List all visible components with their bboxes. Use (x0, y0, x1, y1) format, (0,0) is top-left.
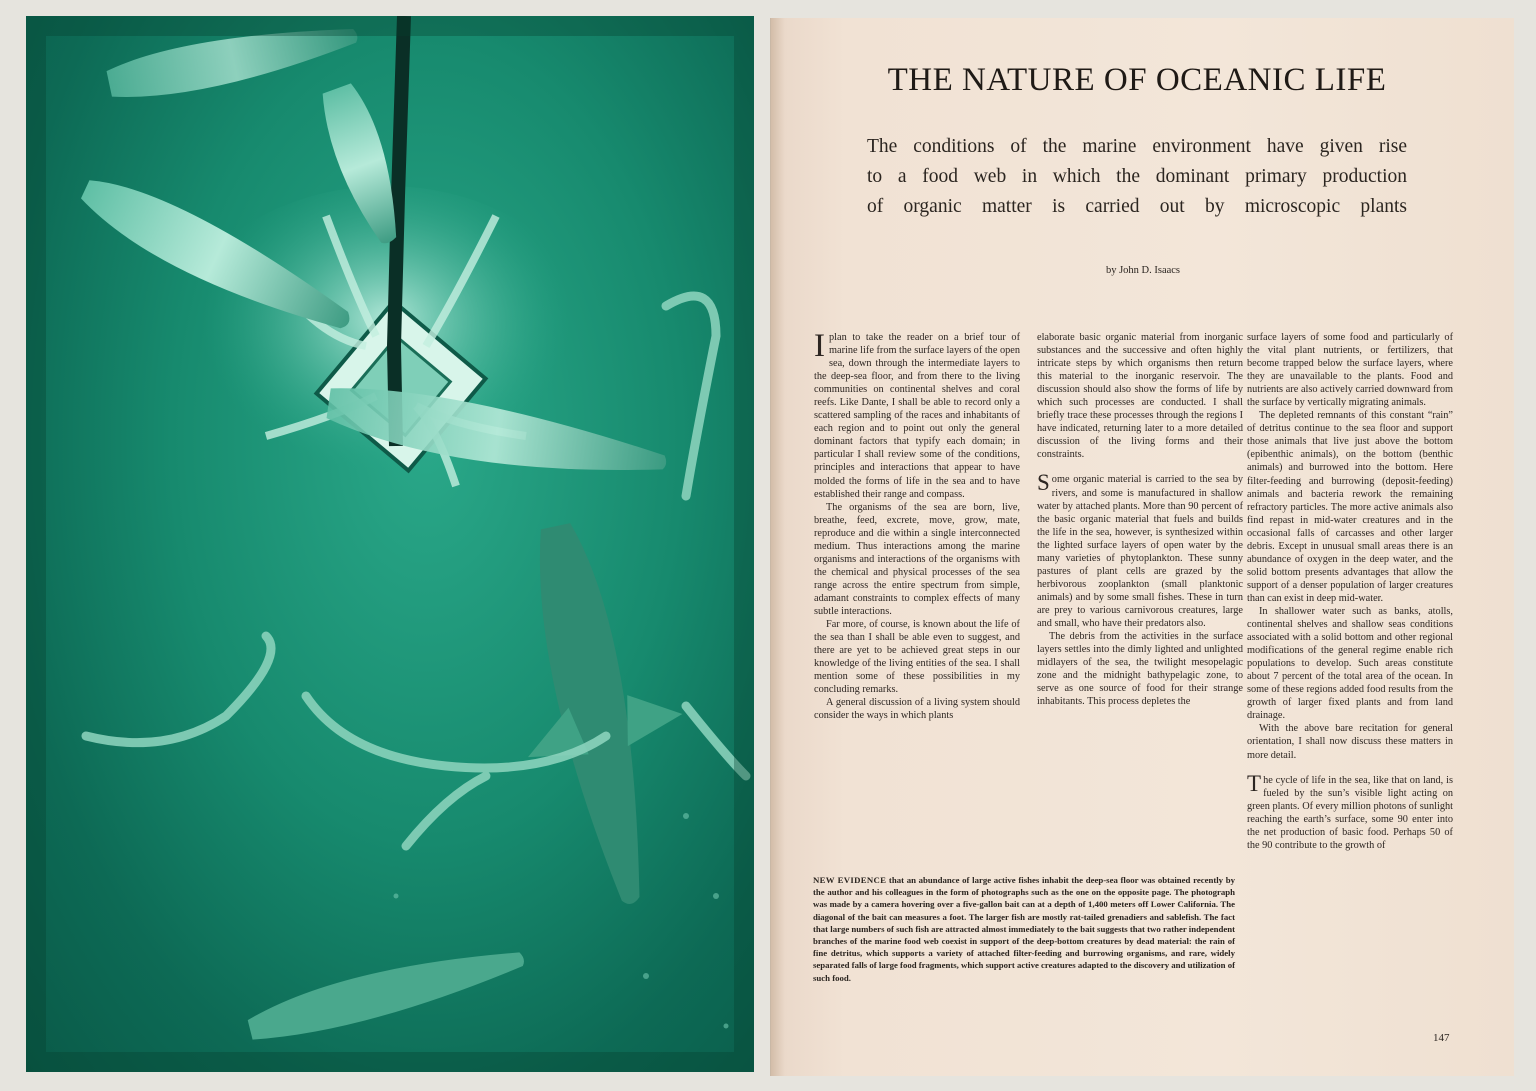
text-column-1 (814, 328, 1020, 722)
paragraph: elaborate basic organic material from inorganic substances and the successive and often highly intricate steps by which organisms then return this material to the inorganic reservoir. The discussion should also show the forms of life by which such processes are conducted. I shall briefly trace these processes through the regions I have indicated, returning later to a more detailed discussion of the living forms and their constraints. (1037, 332, 1243, 461)
subtitle-line: The conditions of the marine environment have given rise (867, 136, 1407, 157)
paragraph: In shallower water such as banks, atolls, continental shelves and shallow seas conditions associated with a solid bottom and other regional modifications of the general regime enable rich populations to develop. Such areas constitute about 7 percent of the total area of the ocean. In some of these regions added food results from the growth of larger fixed plants and from land drainage. (1247, 605, 1453, 722)
text-column-2 (1037, 331, 1243, 708)
drop-cap: I (814, 328, 825, 364)
paragraph: With the above bare recitation for general orientation, I shall now discuss these matters in more detail. (1247, 723, 1453, 761)
byline: by John D. Isaacs (1105, 265, 1181, 276)
drop-cap: T (1247, 770, 1262, 796)
paragraph: The organisms of the sea are born, live, breathe, feed, excrete, move, grow, mate, reproduce and die within a single interconnected medium. Thus interactions among the marine organisms and interactions of the organisms with the chemical and physical processes of the sea range across the entire spectrum from simple, adamant constraints to complex effects of many subtle interactions. (814, 501, 1020, 617)
sablefish (482, 509, 719, 919)
subtitle-line: of organic matter is carried out by microscopic plants (867, 196, 1407, 217)
article-title: THE NATURE OF OCEANIC LIFE (887, 62, 1387, 98)
drop-cap: S (1037, 470, 1050, 496)
page-edge-shade (771, 18, 785, 1076)
article-page (770, 18, 1514, 1076)
fish-bottom (244, 937, 529, 1048)
paragraph: Some organic material is carried to the sea by rivers, and some is manufactured in shallow water by attached plants. More than 90 percent of the basic organic material that fuels and builds the life in the sea, however, is synthesized within the lighted surface layers of open water by the many varieties of phytoplankton. These sunny pastures of plant cells are grazed by the herbivorous zooplankton (small planktonic animals) and by some small fishes. These in turn are prey to various carnivorous creatures, large and small, who have their predators also. (1037, 470, 1243, 629)
caption-lead: NEW EVIDENCE (813, 875, 887, 885)
caption-text: that an abundance of large active fishes inhabit the deep-sea floor was obtained recently by the author and his colleagues in the form of photographs such as the one on the opposite page. The photograph was made by a camera hovering over a five-gallon bait can at a depth of 1,400 meters off Lower California. The diagonal of the bait can measures a foot. The larger fish are mostly rat-tailed grenadiers and sablefish. The fact that large numbers of such fish are attracted almost immediately to the bait suggests that two rather independent branches of the marine food web coexist in support of the deep-bottom creatures by dead material: the rain of fine detritus, which supports a variety of attached filter-feeding and burrowing organisms, and rare, widely separated falls of large food fragments, which support active creatures adapted to the discovery and utilization of such food. (813, 875, 1235, 983)
deep-sea-fish-photo (26, 16, 754, 1072)
paragraph: Far more, of course, is known about the life of the sea than I shall be able even to suggest, and there are yet to be achieved great steps in our knowledge of the living entities of the sea. I shall mention some of these possibilities in my concluding remarks. (814, 619, 1020, 696)
photo-page (26, 16, 754, 1072)
article-subtitle (867, 132, 1407, 222)
paragraph: surface layers of some food and particularly of the vital plant nutrients, or fertilizers, that become trapped below the surface layers, where they are unavailable to the plants. Food and nutrients are also actively carried downward from the surface by vertically migrating animals. (1247, 332, 1453, 409)
paragraph: The debris from the activities in the surface layers settles into the dimly lighted and unlighted midlayers of the sea, the twilight mesopelagic zone and the midnight bathypelagic zone, to serve as one source of food for their strange inhabitants. This process depletes the (1037, 631, 1243, 708)
photo-caption (813, 874, 1235, 984)
page-number: 147 (1433, 1032, 1450, 1044)
text-column-3 (1247, 331, 1453, 852)
paragraph: A general discussion of a living system should consider the ways in which plants (814, 697, 1020, 722)
paragraph: The cycle of life in the sea, like that on land, is fueled by the sun’s visible light acting on green plants. Of every million photons of sunlight reaching the earth’s surface, some 90 enter into the net production of basic food. Perhaps 50 of the 90 contribute to the growth of (1247, 770, 1453, 851)
paragraph: Iplan to take the reader on a brief tour of marine life from the surface layers of the open sea, down through the intermediate layers to the deep-sea floor, and from there to the living communities on continental shelves and coral reefs. Like Dante, I shall be able to record only a scattered sampling of the races and inhabitants of each region and to point out only the general dominant factors that typify each domain; in particular I shall review some of the conditions, principles and interactions that appear to have molded the forms of life in the sea and to have established their range and compass. (814, 328, 1020, 500)
subtitle-line: to a food web in which the dominant primary production (867, 166, 1407, 187)
paragraph: The depleted remnants of this constant “rain” of detritus continue to the sea floor and support those animals that live just above the bottom (epibenthic animals), on the bottom (benthic animals) and burrowed into the bottom. Here filter-feeding and burrowing (deposit-feeding) animals and bacteria rework the remaining refractory particles. The more active animals also find repast in mid-water creatures and in the occasional falls of carcasses and other larger debris. Except in unusual small areas there is an abundance of oxygen in the deep water, and the solid bottom presents advantages that allow the support of a denser population of larger creatures than can exist in deep mid-water. (1247, 410, 1453, 604)
